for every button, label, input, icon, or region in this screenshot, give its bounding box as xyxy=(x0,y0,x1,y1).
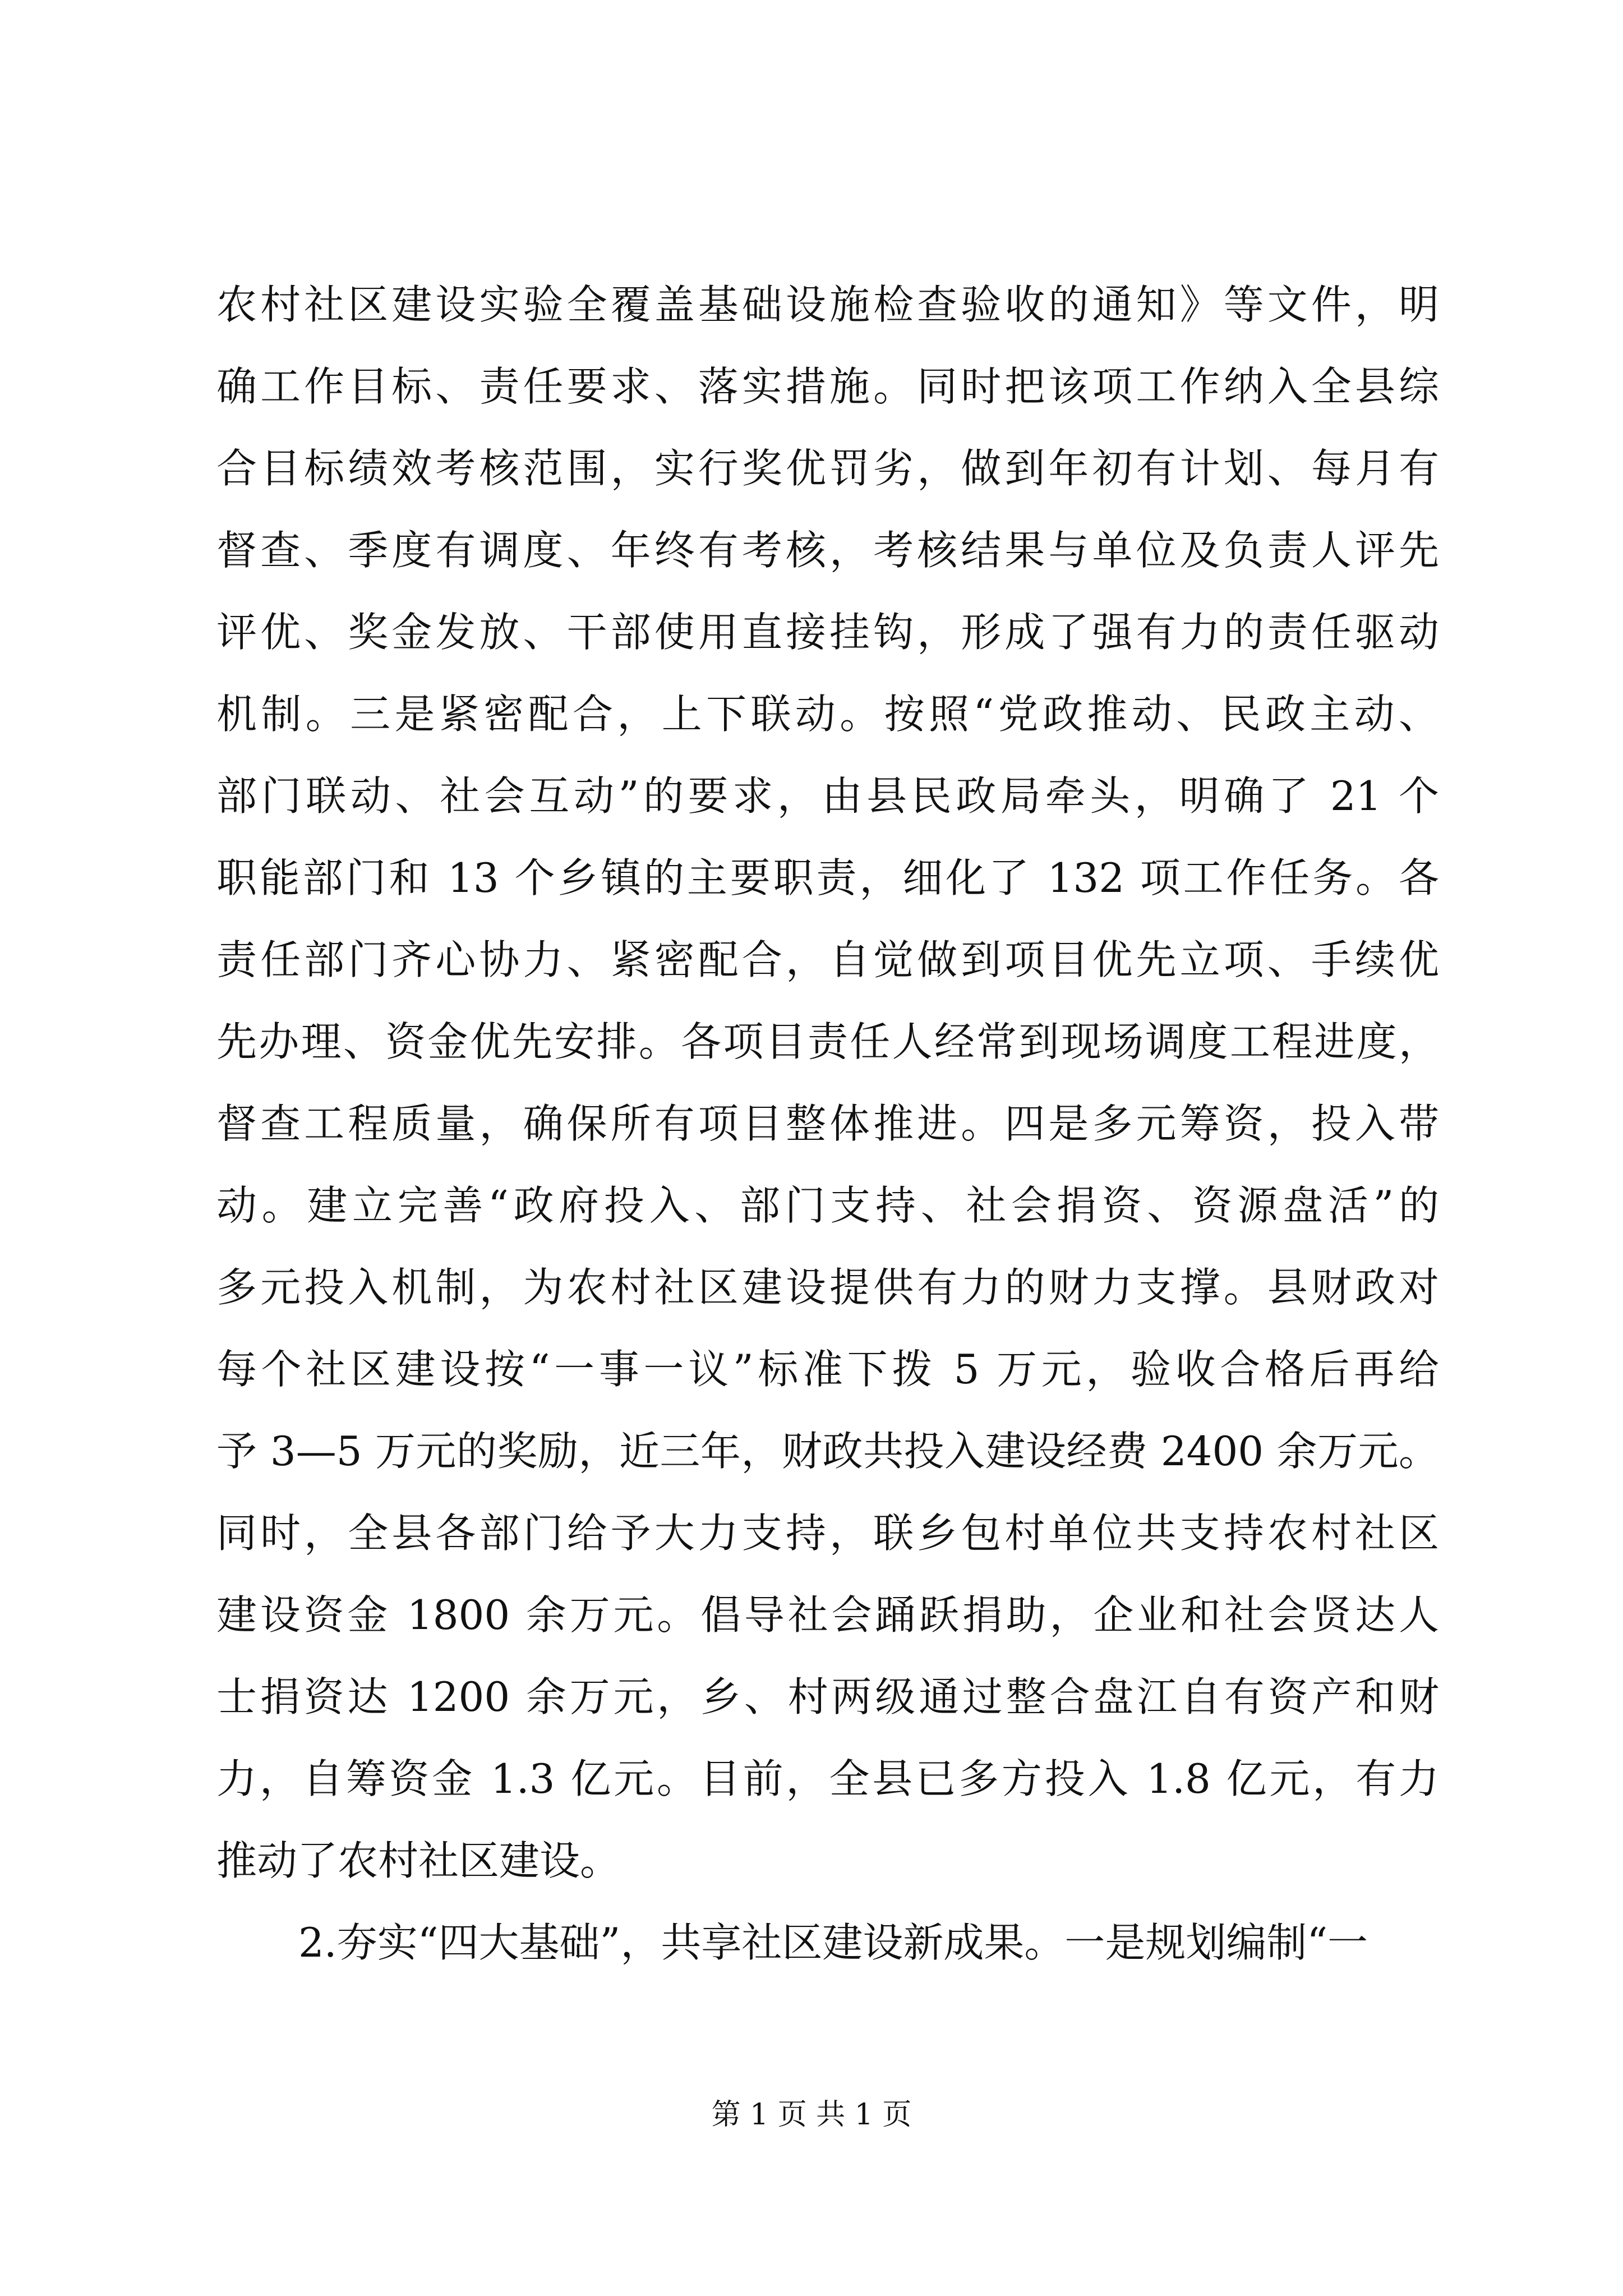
text-line: 部门联动、社会互动”的要求，由县民政局牵头，明确了 21 个 xyxy=(216,772,1439,820)
text-line: 动。建立完善“政府投入、部门支持、社会捐资、资源盘活”的 xyxy=(216,1182,1439,1229)
text-line: 每个社区建设按“一事一议”标准下拨 5 万元，验收合格后再给 xyxy=(216,1346,1439,1393)
text-line: 同时，全县各部门给予大力支持，联乡包村单位共支持农村社区 xyxy=(216,1510,1439,1557)
text-line: 力，自筹资金 1.3 亿元。目前，全县已多方投入 1.8 亿元，有力 xyxy=(216,1755,1439,1802)
text-line: 多元投入机制，为农村社区建设提供有力的财力支撑。县财政对 xyxy=(216,1264,1439,1311)
document-body xyxy=(216,264,1439,1984)
text-line: 合目标绩效考核范围，实行奖优罚劣，做到年初有计划、每月有 xyxy=(216,445,1439,492)
text-line: 予 3—5 万元的奖励，近三年，财政共投入建设经费 2400 余万元。 xyxy=(216,1428,1439,1475)
text-line: 责任部门齐心协力、紧密配合，自觉做到项目优先立项、手续优 xyxy=(216,936,1439,983)
text-line: 机制。三是紧密配合，上下联动。按照“党政推动、民政主动、 xyxy=(216,691,1439,738)
text-line: 建设资金 1800 余万元。倡导社会踊跃捐助，企业和社会贤达人 xyxy=(216,1591,1439,1639)
text-line: 评优、奖金发放、干部使用直接挂钩，形成了强有力的责任驱动 xyxy=(216,609,1439,656)
text-line: 士捐资达 1200 余万元，乡、村两级通过整合盘江自有资产和财 xyxy=(216,1673,1439,1720)
text-line: 先办理、资金优先安排。各项目责任人经常到现场调度工程进度， xyxy=(216,1018,1439,1065)
paragraph-heading: 2.夯实“四大基础”，共享社区建设新成果。一是规划编制“一 xyxy=(298,1919,1368,1966)
text-line: 督查工程质量，确保所有项目整体推进。四是多元筹资，投入带 xyxy=(216,1100,1439,1147)
page-footer: 第 1 页 共 1 页 xyxy=(711,2098,912,2132)
text-line: 确工作目标、责任要求、落实措施。同时把该项工作纳入全县综 xyxy=(216,363,1439,410)
text-line: 农村社区建设实验全覆盖基础设施检查验收的通知》等文件，明 xyxy=(216,281,1439,328)
text-line: 职能部门和 13 个乡镇的主要职责，细化了 132 项工作任务。各 xyxy=(216,854,1439,901)
text-line: 督查、季度有调度、年终有考核，考核结果与单位及负责人评先 xyxy=(216,527,1439,574)
text-line: 推动了农村社区建设。 xyxy=(216,1837,621,1884)
